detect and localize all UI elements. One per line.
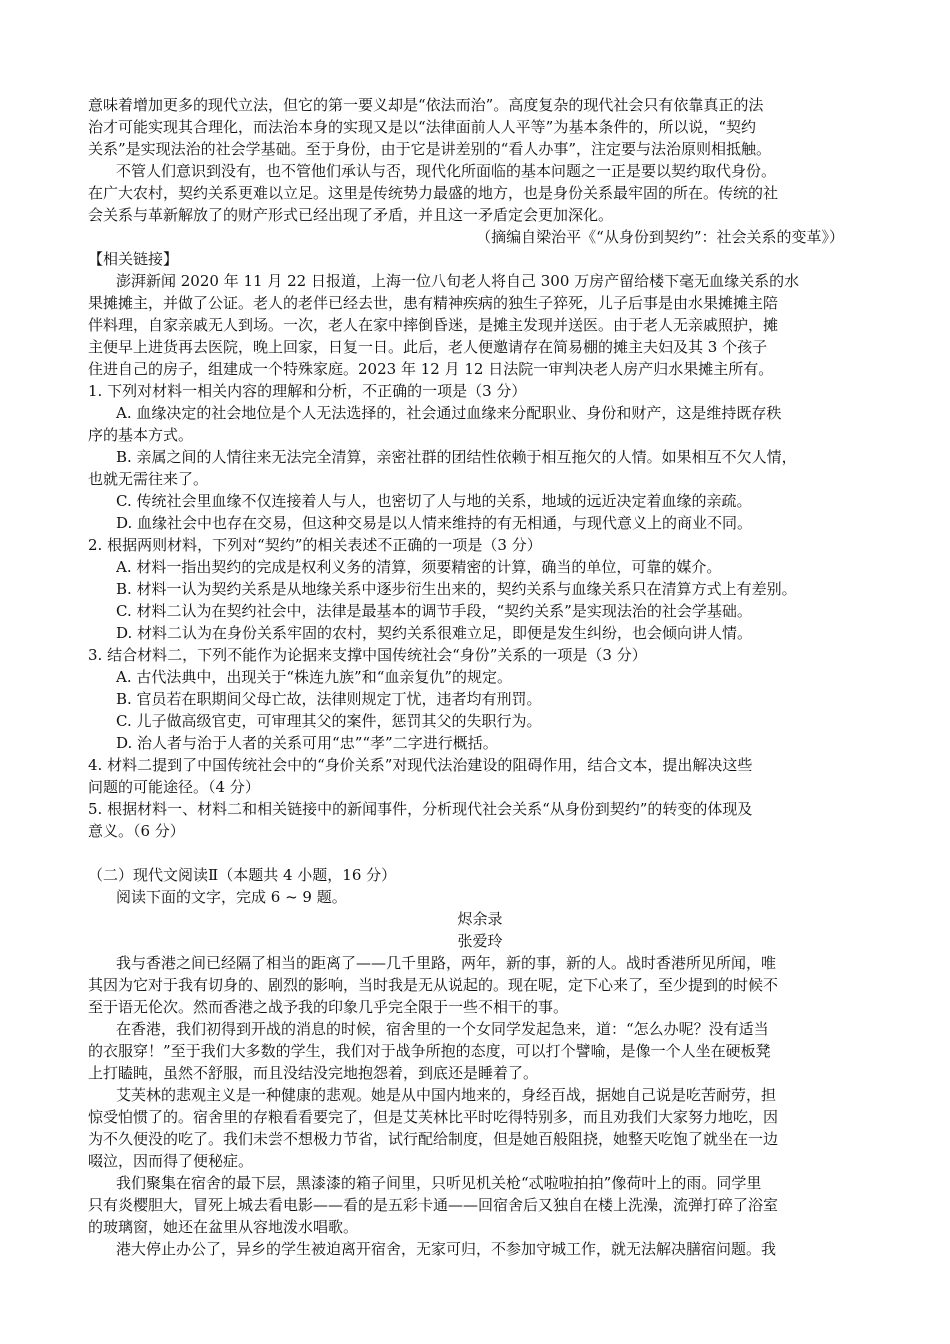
related-link-heading: 【相关链接】 xyxy=(88,250,179,268)
material-one-excerpt xyxy=(88,94,872,248)
text-line: 澎湃新闻 2020 年 11 月 22 日报道，上海一位八旬老人将自己 300 万房产留给楼下毫无血缘关系的水 xyxy=(116,272,800,290)
option-b: B. 官员若在职期间父母亡故，法律则规定丁忧，违者均有刑罚。 xyxy=(116,690,542,708)
question-1 xyxy=(88,380,872,534)
option-a: A. 血缘决定的社会地位是个人无法选择的，社会通过血缘来分配职业、身份和财产，这是维持既存秩 xyxy=(116,404,782,422)
text-line: 会关系与革新解放了的财产形式已经出现了矛盾，并且这一矛盾定会更加深化。 xyxy=(88,206,614,224)
text-line: 我们聚集在宿舍的最下层，黑漆漆的箱子间里，只听见机关枪“忒啦啦拍拍”像荷叶上的雨。同学里 xyxy=(116,1174,762,1192)
text-line: 其因为它对于我有切身的、剧烈的影响，当时我是无从说起的。现在呢，定下心来了，至少提到的时候不 xyxy=(88,976,779,994)
text-line: 上打瞌盹，虽然不舒服，而且没结没完地抱怨着，到底还是睡着了。 xyxy=(88,1064,539,1082)
option-d: D. 材料二认为在身份关系牢固的农村，契约关系很难立足，即便是发生纠纷，也会倾向讲人情。 xyxy=(116,624,753,642)
article-author: 张爱玲 xyxy=(457,932,503,950)
questions-section xyxy=(88,380,872,842)
text-line: 港大停止办公了，异乡的学生被迫离开宿舍，无家可归，不参加守城工作，就无法解决膳宿问题。我 xyxy=(116,1240,777,1258)
option-a: A. 古代法典中，出现关于“株连九族”和“血亲复仇”的规定。 xyxy=(116,668,513,686)
source-citation: （摘编自梁治平《“从身份到契约”：社会关系的变革》） xyxy=(476,228,844,246)
text-line: 治才可能实现其合理化，而法治本身的实现又是以“法律面前人人平等”为基本条件的，所以说，“契约 xyxy=(88,118,757,136)
question-3 xyxy=(88,644,872,754)
text-line: 惊受怕惯了的。宿舍里的存粮看看要完了，但是艾芙林比平时吃得特别多，而且劝我们大家努力地吃，因 xyxy=(88,1108,779,1126)
text-line: 意味着增加更多的现代立法，但它的第一要义却是“依法而治”。高度复杂的现代社会只有依靠真正的法 xyxy=(88,96,764,114)
text-line: 在香港，我们初得到开战的消息的时候，宿舍里的一个女同学发起急来，道：“怎么办呢？没有适当 xyxy=(116,1020,769,1038)
related-link-section xyxy=(88,248,872,380)
text-line: 的衣服穿！”至于我们大多数的学生，我们对于战争所抱的态度，可以打个譬喻，是像一个人坐在硬板凳 xyxy=(88,1042,771,1060)
option-d: D. 治人者与治于人者的关系可用“忠”“孝”二字进行概括。 xyxy=(116,734,498,752)
text-line: 主便早上进货再去医院，晚上回家，日复一日。此后，老人便邀请存在简易棚的摊主夫妇及其 3 个孩子 xyxy=(88,338,768,356)
question-stem-cont: 问题的可能途径。（4 分） xyxy=(88,778,260,796)
text-line: 至于语无伦次。然而香港之战予我的印象几乎完全限于一些不相干的事。 xyxy=(88,998,569,1016)
option-c: C. 传统社会里血缘不仅连接着人与人，也密切了人与地的关系，地域的远近决定着血缘的亲疏。 xyxy=(116,492,752,510)
question-stem: 5. 根据材料一、材料二和相关链接中的新闻事件，分析现代社会关系“从身份到契约”的转变的体现及 xyxy=(88,800,753,818)
option-b: B. 亲属之间的人情往来无法完全清算，亲密社群的团结性依赖于相互拖欠的人情。如果相互不欠人情， xyxy=(116,448,797,466)
text-line: 不管人们意识到没有，也不管他们承认与否，现代化所面临的基本问题之一正是要以契约取代身份。 xyxy=(116,162,777,180)
text-line: 果摊摊主，并做了公证。老人的老伴已经去世，患有精神疾病的独生子猝死，儿子后事是由水果摊摊主陪 xyxy=(88,294,779,312)
option-b-cont: 也就无需往来了。 xyxy=(88,470,209,488)
text-line: 艾芙林的悲观主义是一种健康的悲观。她是从中国内地来的，身经百战，据她自己说是吃苦耐劳，担 xyxy=(116,1086,777,1104)
option-c: C. 儿子做高级官吏，可审理其父的案件，惩罚其父的失职行为。 xyxy=(116,712,542,730)
section-2 xyxy=(88,864,872,1260)
section-instruction: 阅读下面的文字，完成 6 ~ 9 题。 xyxy=(116,888,347,906)
question-stem: 3. 结合材料二，下列不能作为论据来支撑中国传统社会“身份”关系的一项是（3 分） xyxy=(88,646,647,664)
question-stem: 1. 下列对材料一相关内容的理解和分析，不正确的一项是（3 分） xyxy=(88,382,527,400)
question-4 xyxy=(88,754,872,798)
option-d: D. 血缘社会中也存在交易，但这种交易是以人情来维持的有无相通，与现代意义上的商业不同。 xyxy=(116,514,753,532)
text-line: 住进自己的房子，组建成一个特殊家庭。2023 年 12 月 12 日法院一审判决老人房产归水果摊主所有。 xyxy=(88,360,774,378)
question-stem-cont: 意义。（6 分） xyxy=(88,822,185,840)
text-line: 我与香港之间已经隔了相当的距离了——几千里路，两年，新的事，新的人。战时香港所见所闻，唯 xyxy=(116,954,777,972)
question-stem: 2. 根据两则材料，下列对“契约”的相关表述不正确的一项是（3 分） xyxy=(88,536,542,554)
document-page xyxy=(88,94,872,1260)
text-line: 的玻璃窗，她还在盆里从容地泼水唱歌。 xyxy=(88,1218,359,1236)
option-c: C. 材料二认为在契约社会中，法律是最基本的调节手段，“契约关系”是实现法治的社会学基础。 xyxy=(116,602,752,620)
question-2 xyxy=(88,534,872,644)
option-a: A. 材料一指出契约的完成是权利义务的清算，须要精密的计算，确当的单位，可靠的媒介。 xyxy=(116,558,722,576)
question-5 xyxy=(88,798,872,842)
section-heading: （二）现代文阅读Ⅱ（本题共 4 小题，16 分） xyxy=(88,866,397,884)
article-title: 烬余录 xyxy=(457,910,503,928)
text-line: 只有炎樱胆大，冒死上城去看电影——看的是五彩卡通——回宿舍后又独自在楼上洗澡，流弹打碎了浴室 xyxy=(88,1196,779,1214)
text-line: 为不久便没的吃了。我们未尝不想极力节省，试行配给制度，但是她百般阻挠，她整天吃饱了就坐在一边 xyxy=(88,1130,779,1148)
text-line: 啜泣，因而得了便秘症。 xyxy=(88,1152,254,1170)
text-line: 伴料理，自家亲戚无人到场。一次，老人在家中摔倒昏迷，是摊主发现并送医。由于老人无亲戚照护，摊 xyxy=(88,316,779,334)
question-stem: 4. 材料二提到了中国传统社会中的“身价关系”对现代法治建设的阻碍作用，结合文本，提出解决这些 xyxy=(88,756,753,774)
option-b: B. 材料一认为契约关系是从地缘关系中逐步衍生出来的，契约关系与血缘关系只在清算方式上有差别。 xyxy=(116,580,797,598)
text-line: 关系”是实现法治的社会学基础。至于身份，由于它是讲差别的“看人办事”，注定要与法治原则相抵触。 xyxy=(88,140,772,158)
text-line: 在广大农村，契约关系更难以立足。这里是传统势力最盛的地方，也是身份关系最牢固的所在。传统的社 xyxy=(88,184,779,202)
option-a-cont: 序的基本方式。 xyxy=(88,426,194,444)
